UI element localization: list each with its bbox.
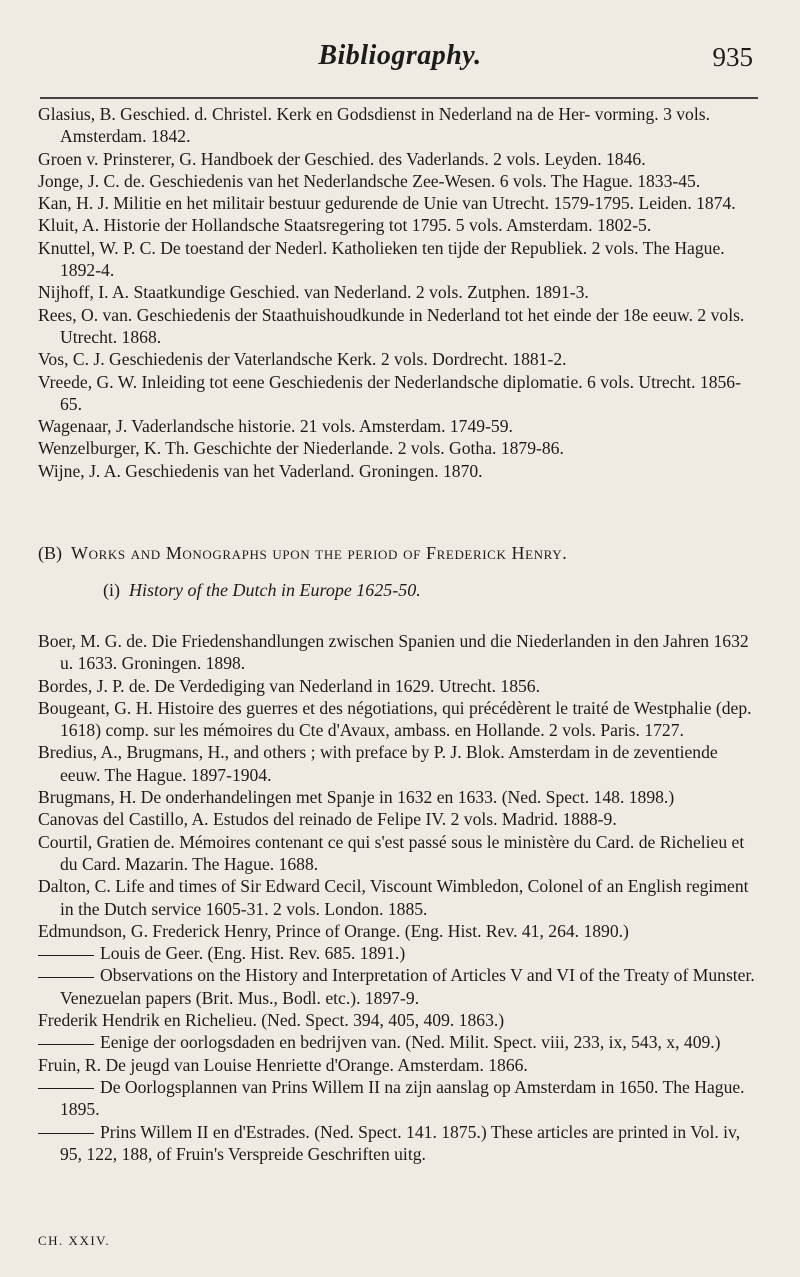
bibliography-entry <box>38 1054 760 1076</box>
bibliography-entry: Glasius, B. Geschied. d. Christel. Kerk en Godsdienst in Nederland na de Her- vorming. 3 vols. Amsterdam. 1842. <box>38 104 710 147</box>
bibliography-list-bottom <box>38 630 760 1165</box>
bibliography-entry <box>38 1031 760 1053</box>
entry-text: Bougeant, G. H. Histoire des guerres et des négotiations, qui précédèrent le traité de Westphalie (dep. 1618) comp. sur les mémoires du Cte d'Avaux, ambass. en Hollande. 2 vols. Paris. 1727. <box>38 697 752 741</box>
bibliography-entry <box>38 675 760 697</box>
entry-text: Dalton, C. Life and times of Sir Edward Cecil, Viscount Wimbledon, Colonel of an English regiment in the Dutch service 1605-31. 2 vols. London. 1885. <box>38 876 749 919</box>
bibliography-entry: Vreede, G. W. Inleiding tot eene Geschiedenis der Nederlandsche diplomatie. 6 vols. Utrecht. 1856-65. <box>38 371 741 414</box>
ditto-dash <box>38 977 94 978</box>
bibliography-entry <box>38 831 760 876</box>
bibliography-entry <box>38 875 760 920</box>
bibliography-entry <box>38 964 760 1009</box>
bibliography-entry <box>38 786 760 808</box>
bibliography-entry: Knuttel, W. P. C. De toestand der Nederl. Katholieken ten tijde der Republiek. 2 vols. The Hague. 1892-4. <box>38 237 725 281</box>
bibliography-entry <box>38 942 760 964</box>
entry-text: Boer, M. G. de. Die Friedenshandlungen zwischen Spanien und die Niederlanden in den Jahren 1632 u. 1633. Groningen. 1898. <box>38 631 749 674</box>
entry-text: Brugmans, H. De onderhandelingen met Spanje in 1632 en 1633. (Ned. Spect. 148. 1898.) <box>38 787 675 808</box>
section-heading <box>38 543 567 564</box>
bibliography-entry <box>38 808 760 830</box>
bibliography-entry: Nijhoff, I. A. Staatkundige Geschied. van Nederland. 2 vols. Zutphen. 1891-3. <box>38 282 589 303</box>
bibliography-entry <box>38 697 760 742</box>
bibliography-entry: Jonge, J. C. de. Geschiedenis van het Nederlandsche Zee-Wesen. 6 vols. The Hague. 1833-45. <box>38 170 701 191</box>
subsection-label: (i) <box>103 580 120 600</box>
ditto-dash <box>38 955 94 956</box>
entry-text: Bordes, J. P. de. De Verdediging van Nederland in 1629. Utrecht. 1856. <box>38 675 540 696</box>
bibliography-entry: Kluit, A. Historie der Hollandsche Staatsregering tot 1795. 5 vols. Amsterdam. 1802-5. <box>38 215 652 236</box>
entry-text: De Oorlogsplannen van Prins Willem II na zijn aanslag op Amsterdam in 1650. The Hague. 1895. <box>60 1076 745 1120</box>
bibliography-entry <box>38 630 760 675</box>
entry-text: Courtil, Gratien de. Mémoires contenant ce qui s'est passé sous le ministère du Card. de Richelieu et du Card. Mazarin. The Hague. 1688. <box>38 831 745 874</box>
entry-text: Louis de Geer. (Eng. Hist. Rev. 685. 1891.) <box>100 943 406 964</box>
bibliography-entry <box>38 920 760 942</box>
bibliography-entry <box>38 1121 760 1166</box>
entry-text: Fruin, R. De jeugd van Louise Henriette d'Orange. Amsterdam. 1866. <box>38 1054 528 1075</box>
ditto-dash <box>38 1088 94 1089</box>
bibliography-entry: Groen v. Prinsterer, G. Handboek der Geschied. des Vaderlands. 2 vols. Leyden. 1846. <box>38 148 646 169</box>
ditto-dash <box>38 1133 94 1134</box>
entry-text: Observations on the History and Interpretation of Articles V and VI of the Treaty of Munster. Venezuelan papers (Brit. Mus., Bodl. etc.). 1897-9. <box>60 965 755 1008</box>
entry-text: Canovas del Castillo, A. Estudos del reinado de Felipe IV. 2 vols. Madrid. 1888-9. <box>38 809 617 830</box>
bibliography-entry <box>38 1076 760 1121</box>
bibliography-entry: Wenzelburger, K. Th. Geschichte der Niederlande. 2 vols. Gotha. 1879-86. <box>38 438 564 459</box>
bibliography-entry: Vos, C. J. Geschiedenis der Vaterlandsche Kerk. 2 vols. Dordrecht. 1881-2. <box>38 349 567 370</box>
running-title: Bibliography. <box>318 40 482 71</box>
ditto-dash <box>38 1044 94 1045</box>
entry-text: Bredius, A., Brugmans, H., and others ; with preface by P. J. Blok. Amsterdam in de zeventiende eeuw. The Hague. 1897-1904. <box>38 742 718 785</box>
bibliography-entry: Kan, H. J. Militie en het militair bestuur gedurende de Unie van Utrecht. 1579-1795. Leiden. 1874. <box>38 193 736 214</box>
subsection-heading <box>103 580 421 601</box>
bibliography-entry <box>38 741 760 786</box>
bibliography-entry: Rees, O. van. Geschiedenis der Staathuishoudkunde in Nederland tot het einde der 18e eeuw. 2 vols. Utrecht. 1868. <box>38 304 745 347</box>
bibliography-entry: Wagenaar, J. Vaderlandsche historie. 21 vols. Amsterdam. 1749-59. <box>38 416 513 437</box>
section-title: Works and Monographs upon the period of Frederick Henry. <box>71 543 568 563</box>
bibliography-entry <box>38 1009 760 1031</box>
section-label: (B) <box>38 543 62 563</box>
bibliography-entry: Wijne, J. A. Geschiedenis van het Vaderland. Groningen. 1870. <box>38 460 483 481</box>
subsection-title: History of the Dutch in Europe 1625-50. <box>129 580 421 600</box>
bibliography-list-top <box>38 103 760 482</box>
signature-mark: CH. XXIV. <box>38 1233 111 1248</box>
entry-text: Prins Willem II en d'Estrades. (Ned. Spect. 141. 1875.) These articles are printed in Vol. iv, 95, 122, 188, of Fruin's Verspreide Geschriften uitg. <box>60 1121 741 1164</box>
entry-text: Frederik Hendrik en Richelieu. (Ned. Spect. 394, 405, 409. 1863.) <box>38 1010 505 1031</box>
page-number: 935 <box>712 42 753 72</box>
entry-text: Edmundson, G. Frederick Henry, Prince of Orange. (Eng. Hist. Rev. 41, 264. 1890.) <box>38 920 629 941</box>
entry-text: Eenige der oorlogsdaden en bedrijven van. (Ned. Milit. Spect. viii, 233, ix, 543, x, 409.) <box>100 1032 721 1053</box>
header-rule <box>40 97 758 99</box>
